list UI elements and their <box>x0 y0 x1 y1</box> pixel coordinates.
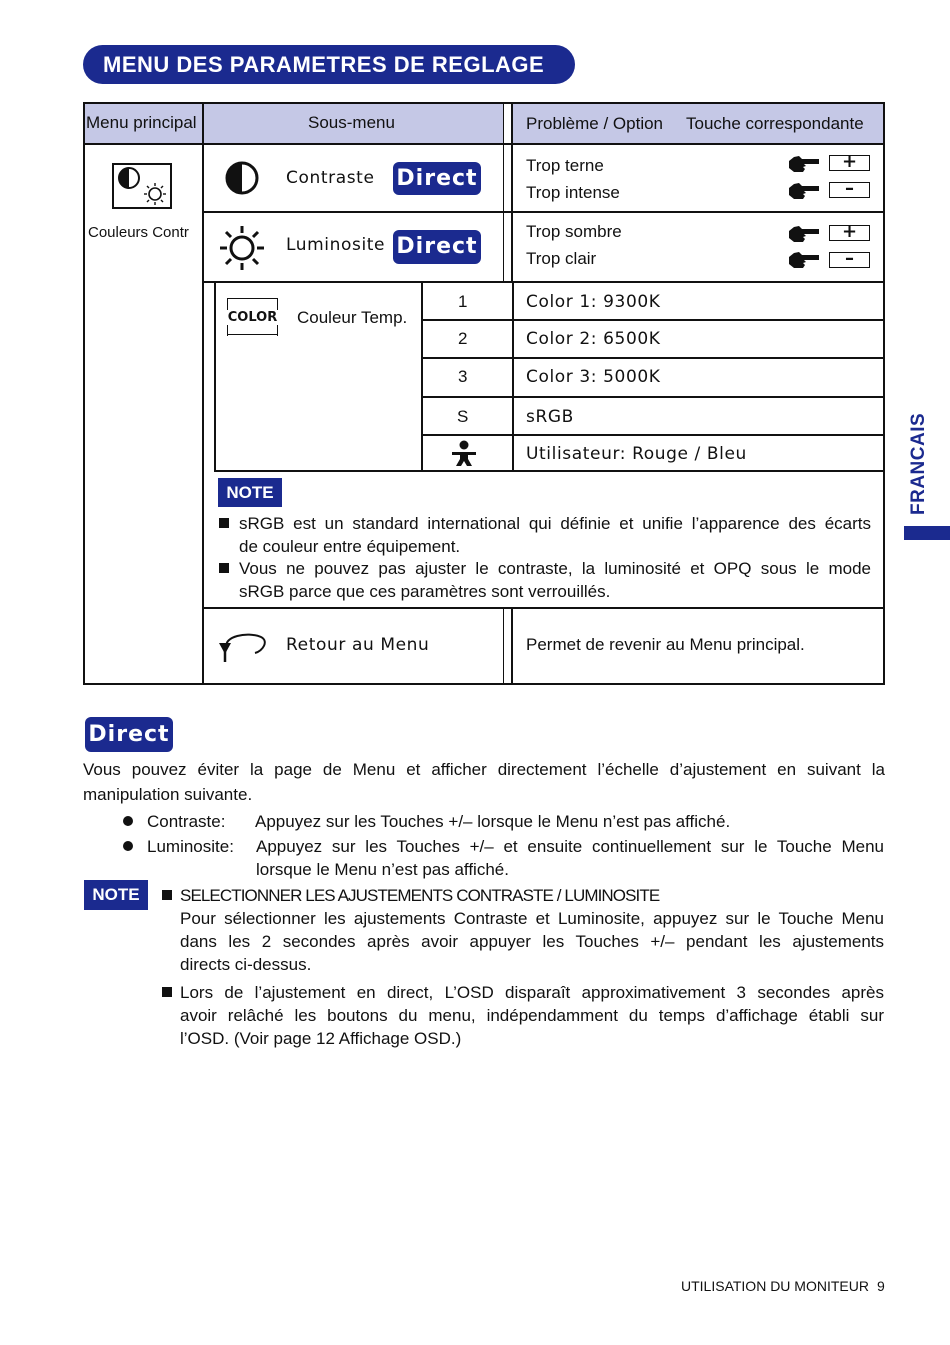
bullet-square <box>162 890 172 900</box>
language-tab <box>904 405 950 540</box>
direct-intro-line: manipulation suivante. <box>83 785 253 804</box>
ct-row-3 <box>421 396 885 398</box>
row-divider-return <box>202 607 885 609</box>
minus-key-icon: – <box>829 252 870 268</box>
direct-note-line: directs ci-dessus. <box>180 955 312 974</box>
direct-note-badge: NOTE <box>84 880 148 910</box>
direct-note-heading: SELECTIONNER LES AJUSTEMENTS CONTRASTE / LUMINOSITE <box>180 886 660 905</box>
color-temp-icon <box>227 298 278 336</box>
color-option-value: Utilisateur: Rouge / Bleu <box>526 444 747 464</box>
direct-note-line: dans les 2 secondes après avoir appuyer les Touches +/– pendant les ajustements <box>180 932 884 951</box>
contrast-problem-1: Trop terne <box>526 156 604 175</box>
direct-item-text: Appuyez sur les Touches +/– et ensuite continuellement sur le Touche Menu <box>256 837 884 856</box>
direct-item-text: Appuyez sur les Touches +/– lorsque le Menu n’est pas affiché. <box>255 812 731 831</box>
row-divider-1 <box>202 211 885 213</box>
col-divider-a1 <box>503 102 504 282</box>
pointing-hand-icon <box>788 225 820 243</box>
plus-key-icon: + <box>829 155 870 171</box>
contrast-problem-2: Trop intense <box>526 183 620 202</box>
header-key: Touche correspondante <box>686 114 864 133</box>
note-badge: NOTE <box>218 478 282 507</box>
contrast-label: Contraste <box>286 168 375 188</box>
direct-note-line: l’OSD. (Voir page 12 Affichage OSD.) <box>180 1029 462 1048</box>
minus-key-icon: – <box>829 182 870 198</box>
table-border-right <box>883 102 885 685</box>
header-problem: Problème / Option <box>526 114 664 133</box>
direct-item-label: Luminosite: <box>147 837 234 856</box>
col-divider-b2 <box>511 608 513 684</box>
language-tab-label: FRANCAIS <box>908 412 929 516</box>
color-temp-icon-bottom <box>227 334 278 335</box>
bullet-square <box>162 987 172 997</box>
note-line: sRGB parce que ces paramètres sont verrouillés. <box>239 582 611 601</box>
color-temp-icon-text: COLOR <box>227 310 278 325</box>
pointing-hand-icon <box>788 251 820 269</box>
color-option-key: S <box>457 407 469 426</box>
color-option-key: 3 <box>458 367 468 386</box>
ct-divider-value <box>512 282 514 472</box>
color-contrast-menu-icon <box>112 163 172 209</box>
bullet-dot <box>123 841 133 851</box>
page-title: MENU DES PARAMETRES DE REGLAGE <box>83 45 575 84</box>
ct-row-1 <box>421 319 885 321</box>
header-main: Menu principal <box>86 113 197 132</box>
ct-divider-key <box>421 282 423 472</box>
table-border-left <box>83 102 85 685</box>
note-line: de couleur entre équipement. <box>239 537 461 556</box>
brightness-direct-badge: Direct <box>393 230 481 264</box>
col-divider-a2 <box>511 102 513 282</box>
color-option-key: 2 <box>458 329 468 348</box>
row-divider-2 <box>202 281 885 283</box>
pointing-hand-icon <box>788 155 820 173</box>
page-number: 9 <box>877 1278 885 1294</box>
main-menu-item-label: Couleurs Contr <box>88 224 189 241</box>
color-option-value: sRGB <box>526 407 574 427</box>
return-label: Retour au Menu <box>286 635 430 655</box>
direct-intro-line: Vous pouvez éviter la page de Menu et afficher directement l’échelle d’ajustement en suivant la <box>83 760 885 779</box>
direct-note-line: Lors de l’ajustement en direct, L’OSD disparaît approximativement 3 secondes après <box>180 983 884 1002</box>
direct-item-text: lorsque le Menu n’est pas affiché. <box>256 860 509 879</box>
user-icon <box>450 440 478 467</box>
brightness-problem-2: Trop clair <box>526 249 597 268</box>
brightness-icon <box>218 224 266 272</box>
note-line: sRGB est un standard international qui définie et unifie l’apparence des écarts <box>239 514 871 533</box>
brightness-problem-1: Trop sombre <box>526 222 622 241</box>
return-arrow-icon <box>217 629 267 663</box>
col-divider-b1 <box>503 608 504 684</box>
return-description: Permet de revenir au Menu principal. <box>526 635 805 654</box>
note-line: Vous ne pouvez pas ajuster le contraste, la luminosité et OPQ sous le mode <box>239 559 871 578</box>
ct-border-left <box>214 282 216 472</box>
pointing-hand-icon <box>788 182 820 200</box>
bullet-square <box>219 518 229 528</box>
contrast-direct-badge: Direct <box>393 162 481 195</box>
header-sub: Sous-menu <box>308 113 395 132</box>
contrast-icon <box>224 160 260 196</box>
ct-row-4 <box>421 434 885 436</box>
footer-label: UTILISATION DU MONITEUR <box>681 1278 869 1294</box>
color-temp-icon-top <box>227 298 278 299</box>
ct-row-2 <box>421 357 885 359</box>
direct-item-label: Contraste: <box>147 812 226 831</box>
language-tab-bar <box>904 526 950 540</box>
color-temp-label: Couleur Temp. <box>297 308 408 327</box>
brightness-label: Luminosite <box>286 235 386 255</box>
color-option-key: 1 <box>458 292 468 311</box>
bullet-square <box>219 563 229 573</box>
color-option-value: Color 1: 9300K <box>526 292 661 312</box>
direct-note-line: avoir relâché les boutons du menu, indépendamment du temps d’affichage établi sur <box>180 1006 884 1025</box>
color-option-value: Color 3: 5000K <box>526 367 661 387</box>
ct-border-bottom <box>214 470 885 472</box>
col-divider-main <box>202 102 204 685</box>
plus-key-icon: + <box>829 225 870 241</box>
direct-note-line: Pour sélectionner les ajustements Contraste et Luminosite, appuyez sur le Touche Menu <box>180 909 884 928</box>
direct-section-badge: Direct <box>85 717 173 752</box>
bullet-dot <box>123 816 133 826</box>
color-option-value: Color 2: 6500K <box>526 329 661 349</box>
